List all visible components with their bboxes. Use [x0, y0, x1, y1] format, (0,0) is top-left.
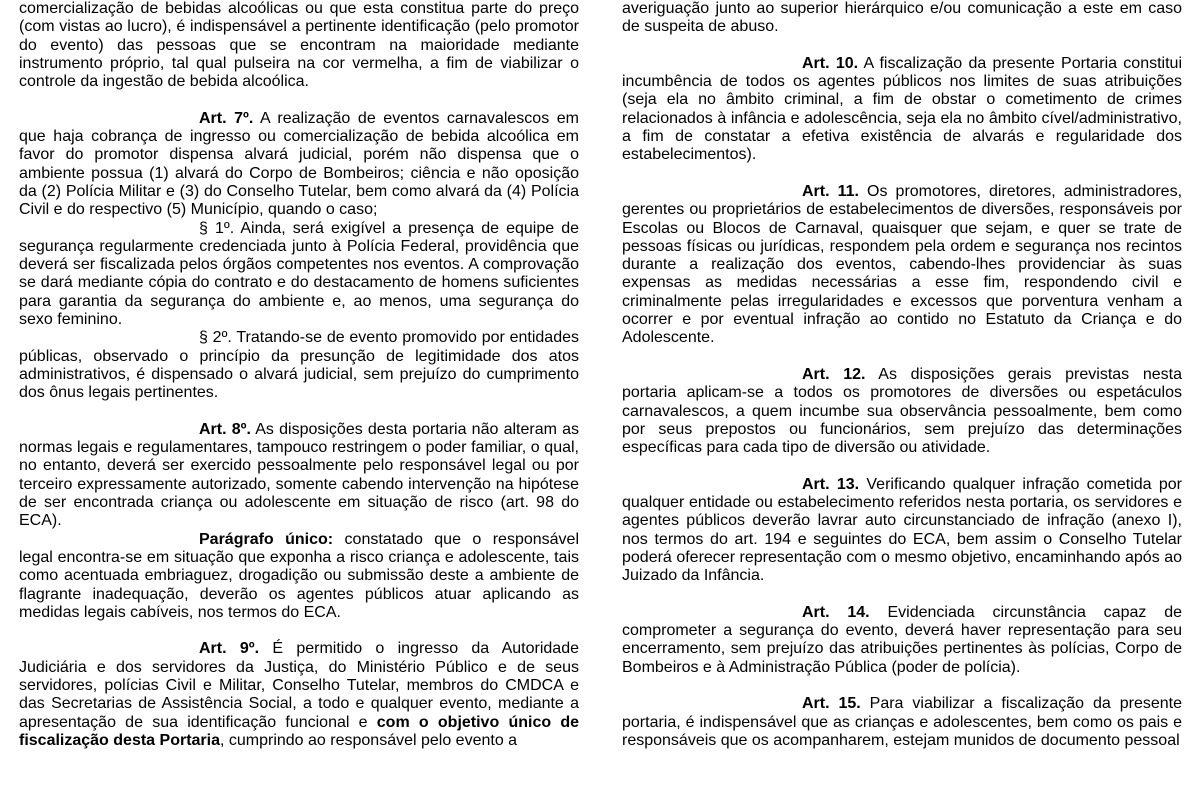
sole-paragraph-label: Parágrafo único: [199, 530, 334, 548]
article-8-text: As disposições desta portaria não alteram as normas legais e regulamentares, tampouco restringem o poder familiar, o qual, no entanto, deverá ser exercido pessoalmente pelo responsável legal ou por terceiro expressamente autorizado, somente cabendo intervenção na hipótese de ser encontrada criança ou adolescente em situação de risco (art. 98 do ECA). [19, 420, 580, 530]
sole-paragraph-text: constatado que o responsável legal encontra-se em situação que exponha a risco criança e adolescente, tais como acentuada embriaguez, drogadição ou submissão deste a ambiente de flagrante inadequação, deverão os agentes públicos atuar aplicando as medidas legais cabíveis, nos termos do ECA. [19, 530, 579, 621]
article-14-text: Evidenciada circunstância capaz de comprometer a segurança do evento, deverá haver representação para seu encerramento, sem prejuízo das atribuições pertinentes às polícias, Corpo de Bombeiros e à Administração Pública (poder de polícia). [622, 603, 1182, 676]
article-7-paragraph-2: § 2º. Tratando-se de evento promovido por entidades públicas, observado o princípio da presunção de legitimidade dos atos administrativos, é dispensado o alvará judicial, sem prejuízo do cumprimento dos ônus legais pertinentes. [19, 329, 579, 402]
article-15-label: Art. 15. [802, 695, 861, 713]
article-11 [622, 183, 1182, 348]
article-9 [19, 640, 579, 750]
article-9-tail: , cumprindo ao responsável pelo evento a [219, 731, 518, 749]
article-14 [622, 604, 1182, 677]
article-9-label: Art. 9º. [199, 640, 260, 658]
article-13-text: Verificando qualquer infração cometida por qualquer entidade ou estabelecimento referidos nesta portaria, os servidores e agentes públicos deverão lavrar auto circunstanciado de infração (anexo I), nos termos do art. 194 e seguintes do ECA, bem assim o Conselho Tutelar poderá oferecer representação com o mesmo objetivo, encaminhando após ao Juizado da Infância. [622, 475, 1182, 585]
article-7 [19, 110, 579, 220]
article-10 [622, 55, 1182, 165]
article-13 [622, 476, 1182, 586]
article-12-label: Art. 12. [802, 365, 866, 383]
article-13-label: Art. 13. [802, 475, 860, 493]
article-10-label: Art. 10. [802, 54, 859, 72]
article-15-text: Para viabilizar a fiscalização da presente portaria, é indispensável que as crianças e adolescentes, bem como os pais e responsáveis que os acompanharem, estejam munidos de documento pessoal [622, 695, 1183, 749]
article-8 [19, 421, 579, 531]
paragraph-continuation-right: averiguação junto ao superior hierárquico e/ou comunicação a este em caso de suspeita de abuso. [622, 0, 1182, 36]
article-8-label: Art. 8º. [199, 420, 251, 438]
article-9-text: É permitido o ingresso da Autoridade Judiciária e dos servidores da Justiça, do Ministério Público e de seus servidores, polícias Civil e Militar, Conselho Tutelar, membros do CMDCA e das Secretarias de Assistência Social, a todo e qualquer evento, mediante a apresentação de sua identificação funcional e [19, 640, 580, 731]
article-14-label: Art. 14. [802, 603, 870, 621]
article-15 [622, 695, 1182, 750]
article-11-label: Art. 11. [802, 182, 859, 200]
article-7-label: Art. 7º. [199, 109, 254, 127]
left-column [19, 0, 579, 750]
article-7-paragraph-1: § 1º. Ainda, será exigível a presença de equipe de segurança regularmente credenciada junto à Polícia Federal, providência que deverá ser fiscalizada pelos órgãos competentes nos eventos. A comprovação se dará mediante cópia do contrato e do destacamento de homens suficientes para garantia da segurança do ambiente e, ao menos, uma segurança do sexo feminino. [19, 219, 579, 329]
article-11-text: Os promotores, diretores, administradores, gerentes ou proprietários de estabelecimentos de diversões, responsáveis por Escolas ou Blocos de Carnaval, quaisquer que sejam, e quer se trate de pessoas físicas ou jurídicas, respondem pela ordem e segurança nos recintos durante a realização dos eventos, cabendo-lhes providenciar às suas expensas as medidas necessárias a esse fim, respondendo civil e criminalmente pelas irregularidades e excessos que porventura venham a ocorrer e por eventual infração ao contido no Estatuto da Criança e do Adolescente. [622, 182, 1183, 347]
right-column [622, 0, 1182, 750]
article-12-text: As disposições gerais previstas nesta portaria aplicam-se a todos os promotores de diversões ou espetáculos carnavalescos, a quem incumbe sua observância pessoalmente, bem como por seus prepostos ou funcionários, sem prejuízo das determinações específicas para cada tipo de diversão ou atividade. [622, 365, 1183, 457]
article-10-text: A fiscalização da presente Portaria constitui incumbência de todos os agentes públicos nos limites de suas atribuições (seja ela no âmbito criminal, a fim de obstar o cometimento de crimes relacionados à infância e adolescência, seja ela no âmbito cível/administrativo, a fim de constatar a efetiva existência de alvarás e regularidade dos estabelecimentos). [622, 54, 1182, 164]
article-9-bold-text: com o objetivo único de fiscalização desta Portaria [19, 713, 580, 749]
paragraph-continuation: comercialização de bebidas alcoólicas ou que esta constitua parte do preço (com vistas ao lucro), é indispensável a pertinente identificação (pelo promotor do evento) das pessoas que se encontram na maioridade mediante instrumento próprio, tal qual pulseira na cor vermelha, a fim de viabilizar o controle da ingestão de bebida alcoólica. [19, 0, 579, 91]
article-7-text: A realização de eventos carnavalescos em que haja cobrança de ingresso ou comercialização de bebida alcoólica em favor do promotor dispensa alvará judicial, porém não dispensa que o ambiente possua (1) alvará do Corpo de Bombeiros; ciência e não oposição da (2) Polícia Militar e (3) do Conselho Tutelar, bem como alvará da (4) Polícia Civil e do respectivo (5) Município, quando o caso; [19, 109, 580, 219]
article-8-sole-paragraph [19, 531, 579, 622]
article-12 [622, 366, 1182, 457]
